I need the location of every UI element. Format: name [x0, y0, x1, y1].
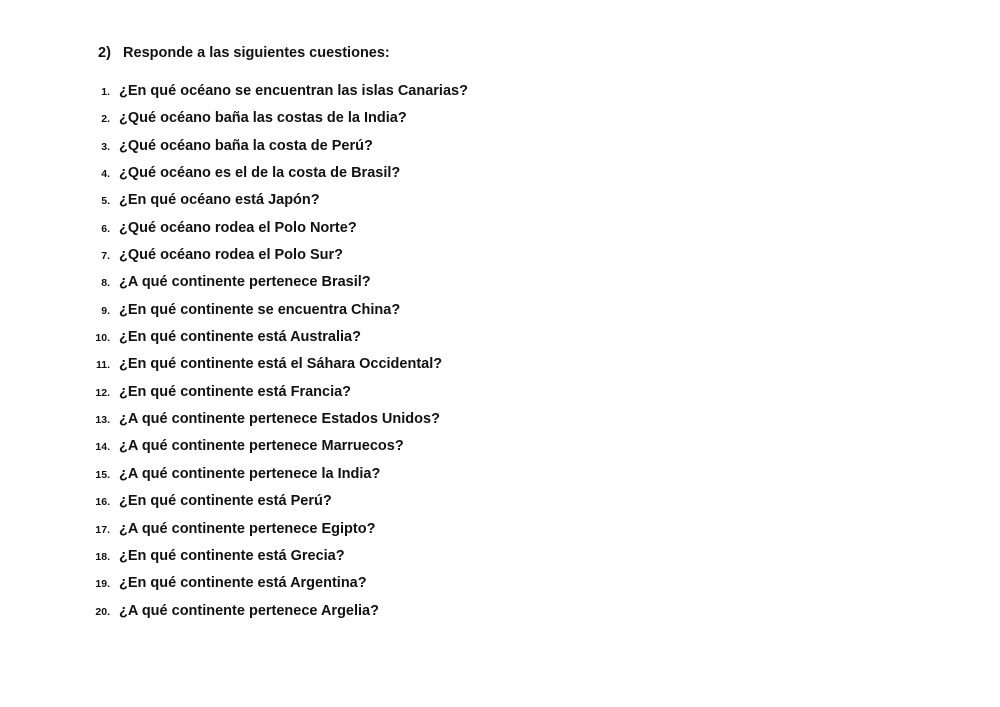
question-text: ¿En qué continente está Grecia? — [119, 547, 345, 564]
question-number: 4. — [101, 168, 110, 181]
question-text: ¿A qué continente pertenece Brasil? — [119, 274, 371, 291]
question-number: 20. — [95, 605, 110, 618]
question-text: ¿En qué continente está Perú? — [119, 493, 332, 510]
question-number: 11. — [95, 359, 110, 372]
question-number: 14. — [95, 441, 110, 454]
question-number: 10. — [95, 332, 110, 345]
question-text: ¿En qué océano se encuentran las islas Canarias? — [119, 83, 468, 99]
question-text: ¿En qué océano está Japón? — [119, 192, 320, 209]
question-text: ¿Qué océano baña las costas de la India? — [119, 110, 407, 127]
question-text: ¿Qué océano rodea el Polo Sur? — [119, 247, 343, 264]
question-number: 3. — [101, 140, 110, 153]
section-title: Responde a las siguientes cuestiones: — [123, 45, 390, 61]
question-text: ¿A qué continente pertenece Estados Unidos? — [119, 411, 440, 428]
question-text: ¿A qué continente pertenece Argelia? — [119, 602, 379, 619]
question-text: ¿Qué océano es el de la costa de Brasil? — [119, 165, 401, 182]
question-number: 6. — [101, 222, 110, 235]
question-text: ¿En qué continente se encuentra China? — [119, 301, 401, 318]
question-text: ¿A qué continente pertenece Marruecos? — [119, 438, 404, 455]
question-number: 16. — [95, 496, 110, 509]
question-number: 7. — [101, 250, 110, 263]
question-number: 9. — [101, 304, 110, 317]
question-text: ¿Qué océano rodea el Polo Norte? — [119, 219, 357, 236]
question-text: ¿En qué continente está Argentina? — [119, 575, 367, 592]
question-text: ¿Qué océano baña la costa de Perú? — [119, 137, 373, 154]
question-text: ¿En qué continente está Australia? — [119, 329, 361, 346]
question-number: 12. — [95, 386, 110, 399]
question-number: 2. — [101, 113, 110, 126]
question-number: 17. — [95, 523, 110, 536]
question-text: ¿En qué continente está Francia? — [119, 383, 352, 400]
question-number: 13. — [95, 414, 110, 427]
question-number: 15. — [95, 468, 110, 481]
question-text: ¿En qué continente está el Sáhara Occidental? — [119, 356, 443, 373]
question-number: 5. — [101, 195, 110, 208]
section-number: 2) — [98, 45, 111, 61]
question-text: ¿A qué continente pertenece Egipto? — [119, 520, 376, 537]
section-heading — [98, 45, 390, 61]
question-number: 18. — [95, 550, 110, 563]
question-number: 8. — [101, 277, 110, 290]
question-number: 19. — [95, 578, 110, 591]
question-number: 1. — [101, 86, 110, 98]
question-text: ¿A qué continente pertenece la India? — [119, 465, 381, 482]
